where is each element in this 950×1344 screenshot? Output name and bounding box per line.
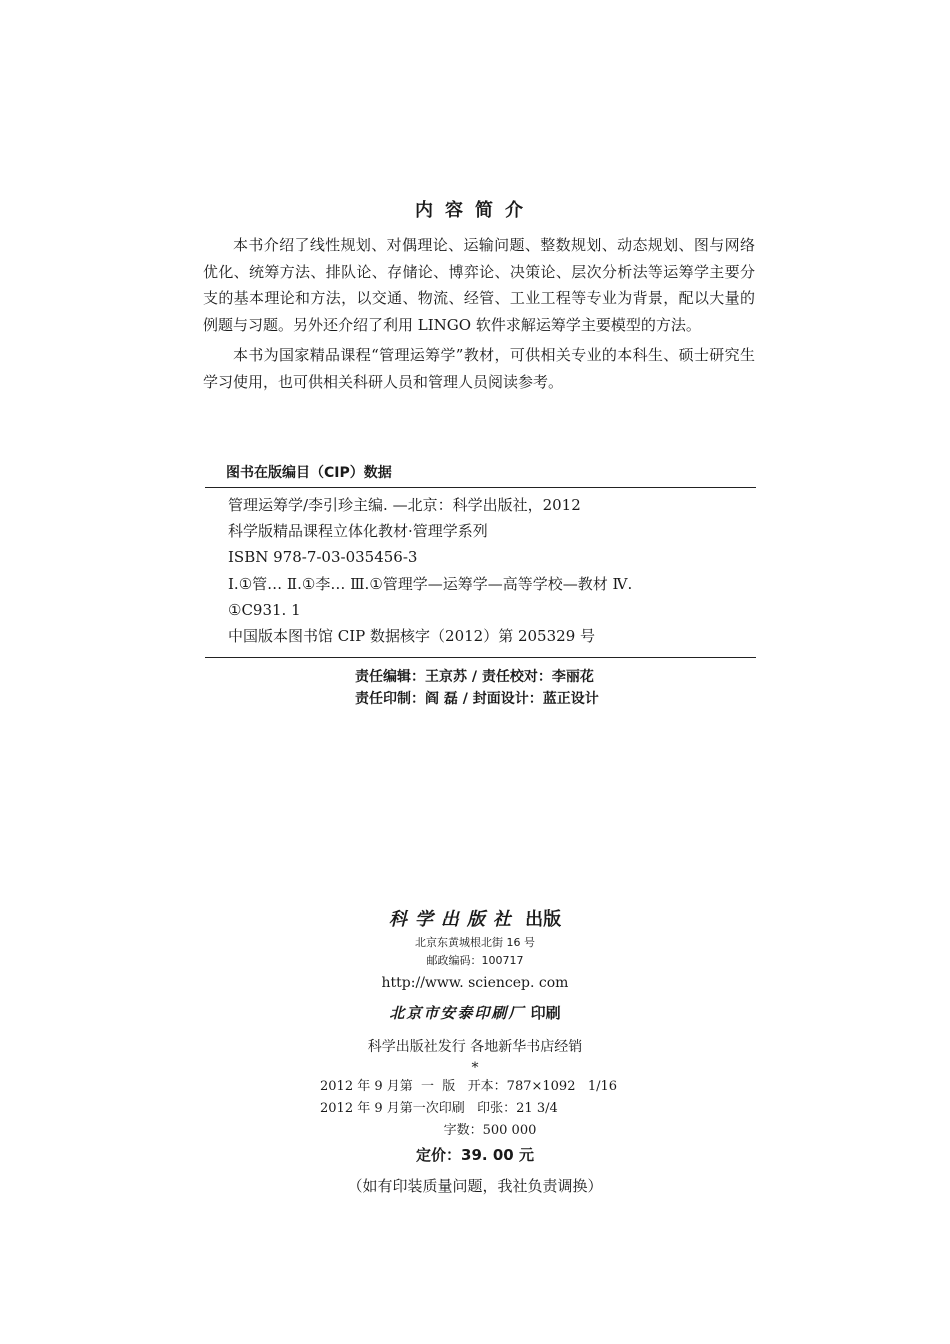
- publisher-postcode: 邮政编码：100717: [426, 954, 524, 967]
- printer-line: [0, 996, 950, 1030]
- publisher-name: 科学出版社: [388, 909, 519, 930]
- summary-paragraph: 本书介绍了线性规划、对偶理论、运输问题、整数规划、动态规划、图与网络优化、统筹方法、排队论、存储论、博弈论、决策论、层次分析法等运筹学主要分支的基本理论和方法，以交通、物流、经管、工业工程等专业为背景，配以大量的例题与习题。另外还介绍了利用 LINGO 软件求解运筹学主要模型的方法。: [203, 236, 755, 334]
- staff-line-printing: 责任印制：阎 磊 / 封面设计：蓝正设计: [355, 691, 599, 707]
- cip-line: Ⅰ.①管… Ⅱ.①李… Ⅲ.①管理学—运筹学—高等学校—教材 Ⅳ.: [228, 574, 633, 593]
- word-count: 字数：500 000: [443, 1123, 537, 1138]
- cip-heading: 图书在版编目（CIP）数据: [226, 465, 392, 481]
- publisher-address: 北京东黄城根北街 16 号: [415, 936, 535, 949]
- summary-heading: 内容简介: [415, 200, 535, 221]
- publisher-suffix: 出版: [525, 909, 562, 930]
- summary-body: [203, 232, 755, 400]
- distribution-line: 科学出版社发行 各地新华书店经销: [367, 1039, 583, 1055]
- cip-top-rule: [205, 487, 756, 488]
- printer-name: 北京市安泰印刷厂: [389, 1004, 526, 1022]
- publisher-line: [0, 906, 950, 934]
- cip-line: 管理运筹学/李引珍主编. —北京：科学出版社，2012: [228, 496, 581, 514]
- cip-line: ①C931. 1: [228, 600, 301, 619]
- replacement-note: （如有印装质量问题，我社负责调换）: [347, 1177, 603, 1195]
- staff-credits: [355, 666, 599, 710]
- print-run-line: 2012 年 9 月第一次印刷 印张：21 3/4: [320, 1101, 558, 1116]
- cip-bottom-rule: [205, 657, 756, 658]
- printer-suffix: 印刷: [530, 1004, 561, 1022]
- cip-block: [228, 492, 748, 649]
- separator-star: *: [471, 1060, 479, 1076]
- imprint-block: [0, 906, 950, 1204]
- cip-line: 科学版精品课程立体化教材·管理学系列: [228, 522, 488, 541]
- summary-paragraph: 本书为国家精品课程“管理运筹学”教材，可供相关专业的本科生、硕士研究生学习使用，也可供相关科研人员和管理人员阅读参考。: [203, 346, 755, 391]
- cip-line: 中国版本图书馆 CIP 数据核字（2012）第 205329 号: [228, 627, 596, 646]
- price: 定价：39. 00 元: [416, 1146, 534, 1164]
- publisher-url: http://www. sciencep. com: [381, 975, 569, 991]
- edition-line: 2012 年 9 月第 一 版 开本：787×1092 1/16: [320, 1079, 618, 1094]
- staff-line-editor: 责任编辑：王京苏 / 责任校对：李丽花: [355, 669, 594, 685]
- cip-line: ISBN 978-7-03-035456-3: [228, 548, 418, 567]
